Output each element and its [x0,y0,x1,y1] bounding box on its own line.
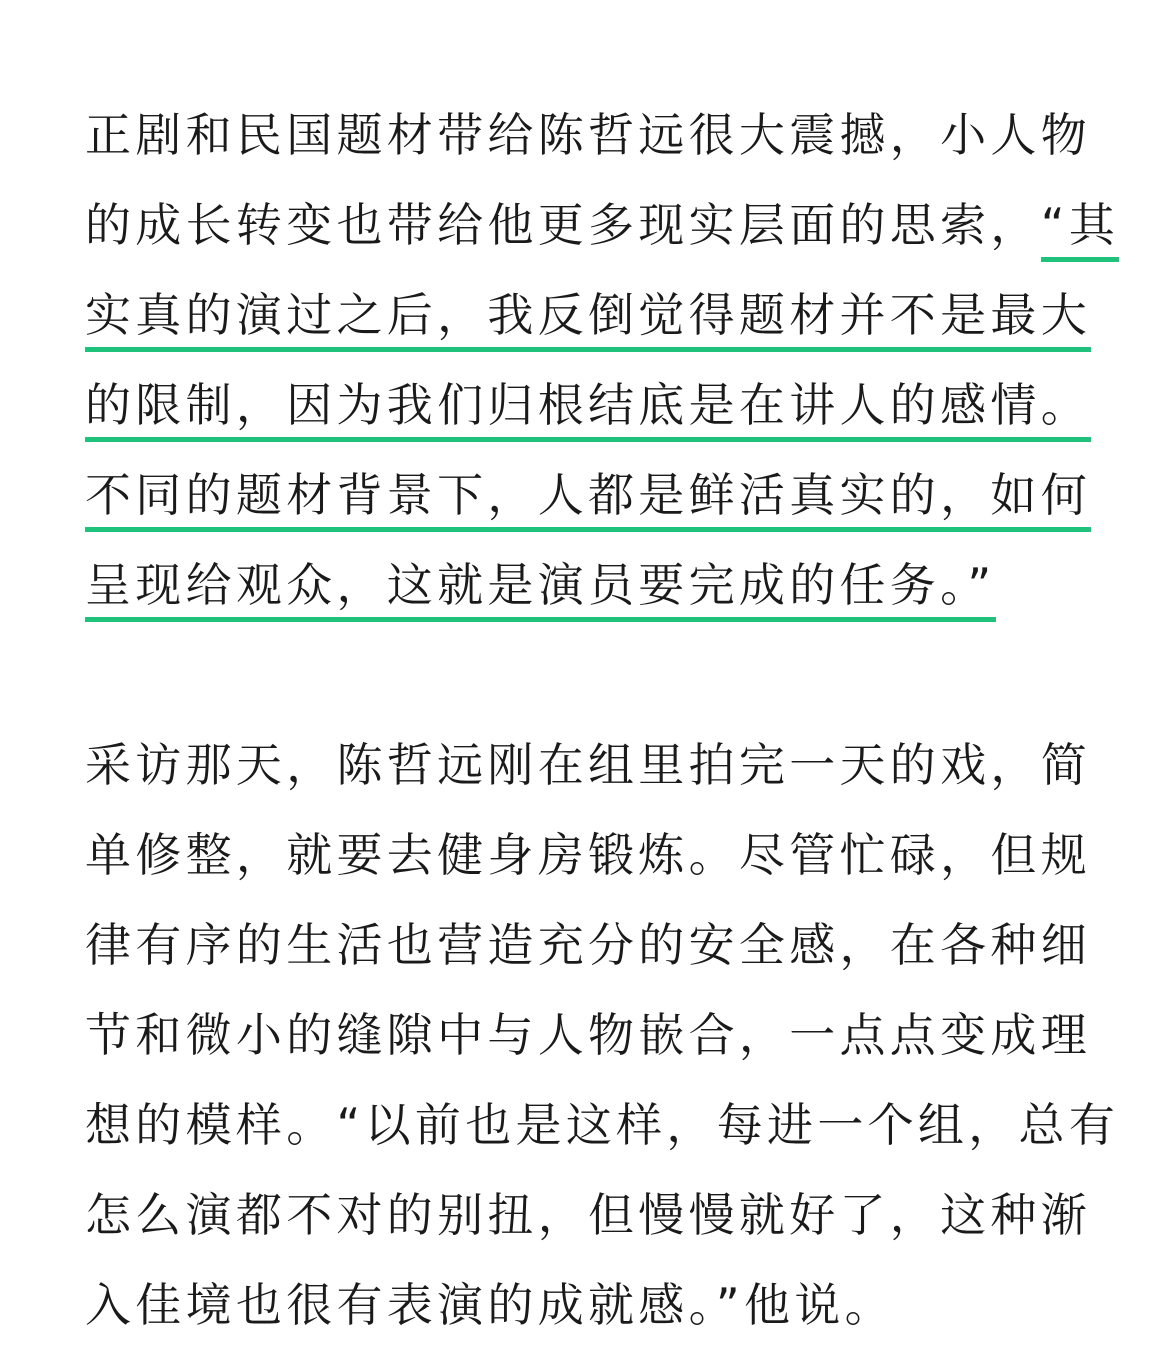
highlighted-quote: “其 [1041,195,1119,262]
paragraph-line [85,810,1091,900]
line-text: 单修整，就要去健身房锻炼。尽管忙碌，但规 [85,828,1091,882]
highlighted-quote: 实真的演过之后，我反倒觉得题材并不是最大 [85,285,1091,352]
paragraph-line [85,1260,895,1350]
line-text: 的成长转变也带给他更多现实层面的思索， [85,198,1041,252]
highlighted-quote: 的限制，因为我们归根结底是在讲人的感情。 [85,375,1091,442]
paragraph-line [85,180,1119,270]
paragraph-line [85,1080,1119,1170]
line-text: 想的模样。“以前也是这样，每进一个组，总有 [85,1098,1120,1152]
paragraph-line [85,540,996,630]
highlighted-quote: 不同的题材背景下，人都是鲜活真实的，如何 [85,465,1091,532]
line-text: 怎么演都不对的别扭，但慢慢就好了，这种渐 [85,1188,1091,1242]
paragraph-line [85,720,1091,810]
paragraph-line [85,990,1091,1080]
line-text: 采访那天，陈哲远刚在组里拍完一天的戏，简 [85,738,1091,792]
line-text: 律有序的生活也营造充分的安全感，在各种细 [85,918,1091,972]
line-text: 入佳境也很有表演的成就感。”他说。 [85,1278,895,1332]
paragraph-line [85,270,1091,360]
paragraph-line [85,1170,1091,1260]
paragraph-line [85,90,1091,180]
paragraph-line [85,450,1091,540]
paragraph-line [85,900,1091,990]
paragraph-line [85,360,1091,450]
line-text: 正剧和民国题材带给陈哲远很大震撼，小人物 [85,108,1091,162]
line-text: 节和微小的缝隙中与人物嵌合，一点点变成理 [85,1008,1091,1062]
highlighted-quote: 呈现给观众，这就是演员要完成的任务。” [85,555,996,622]
